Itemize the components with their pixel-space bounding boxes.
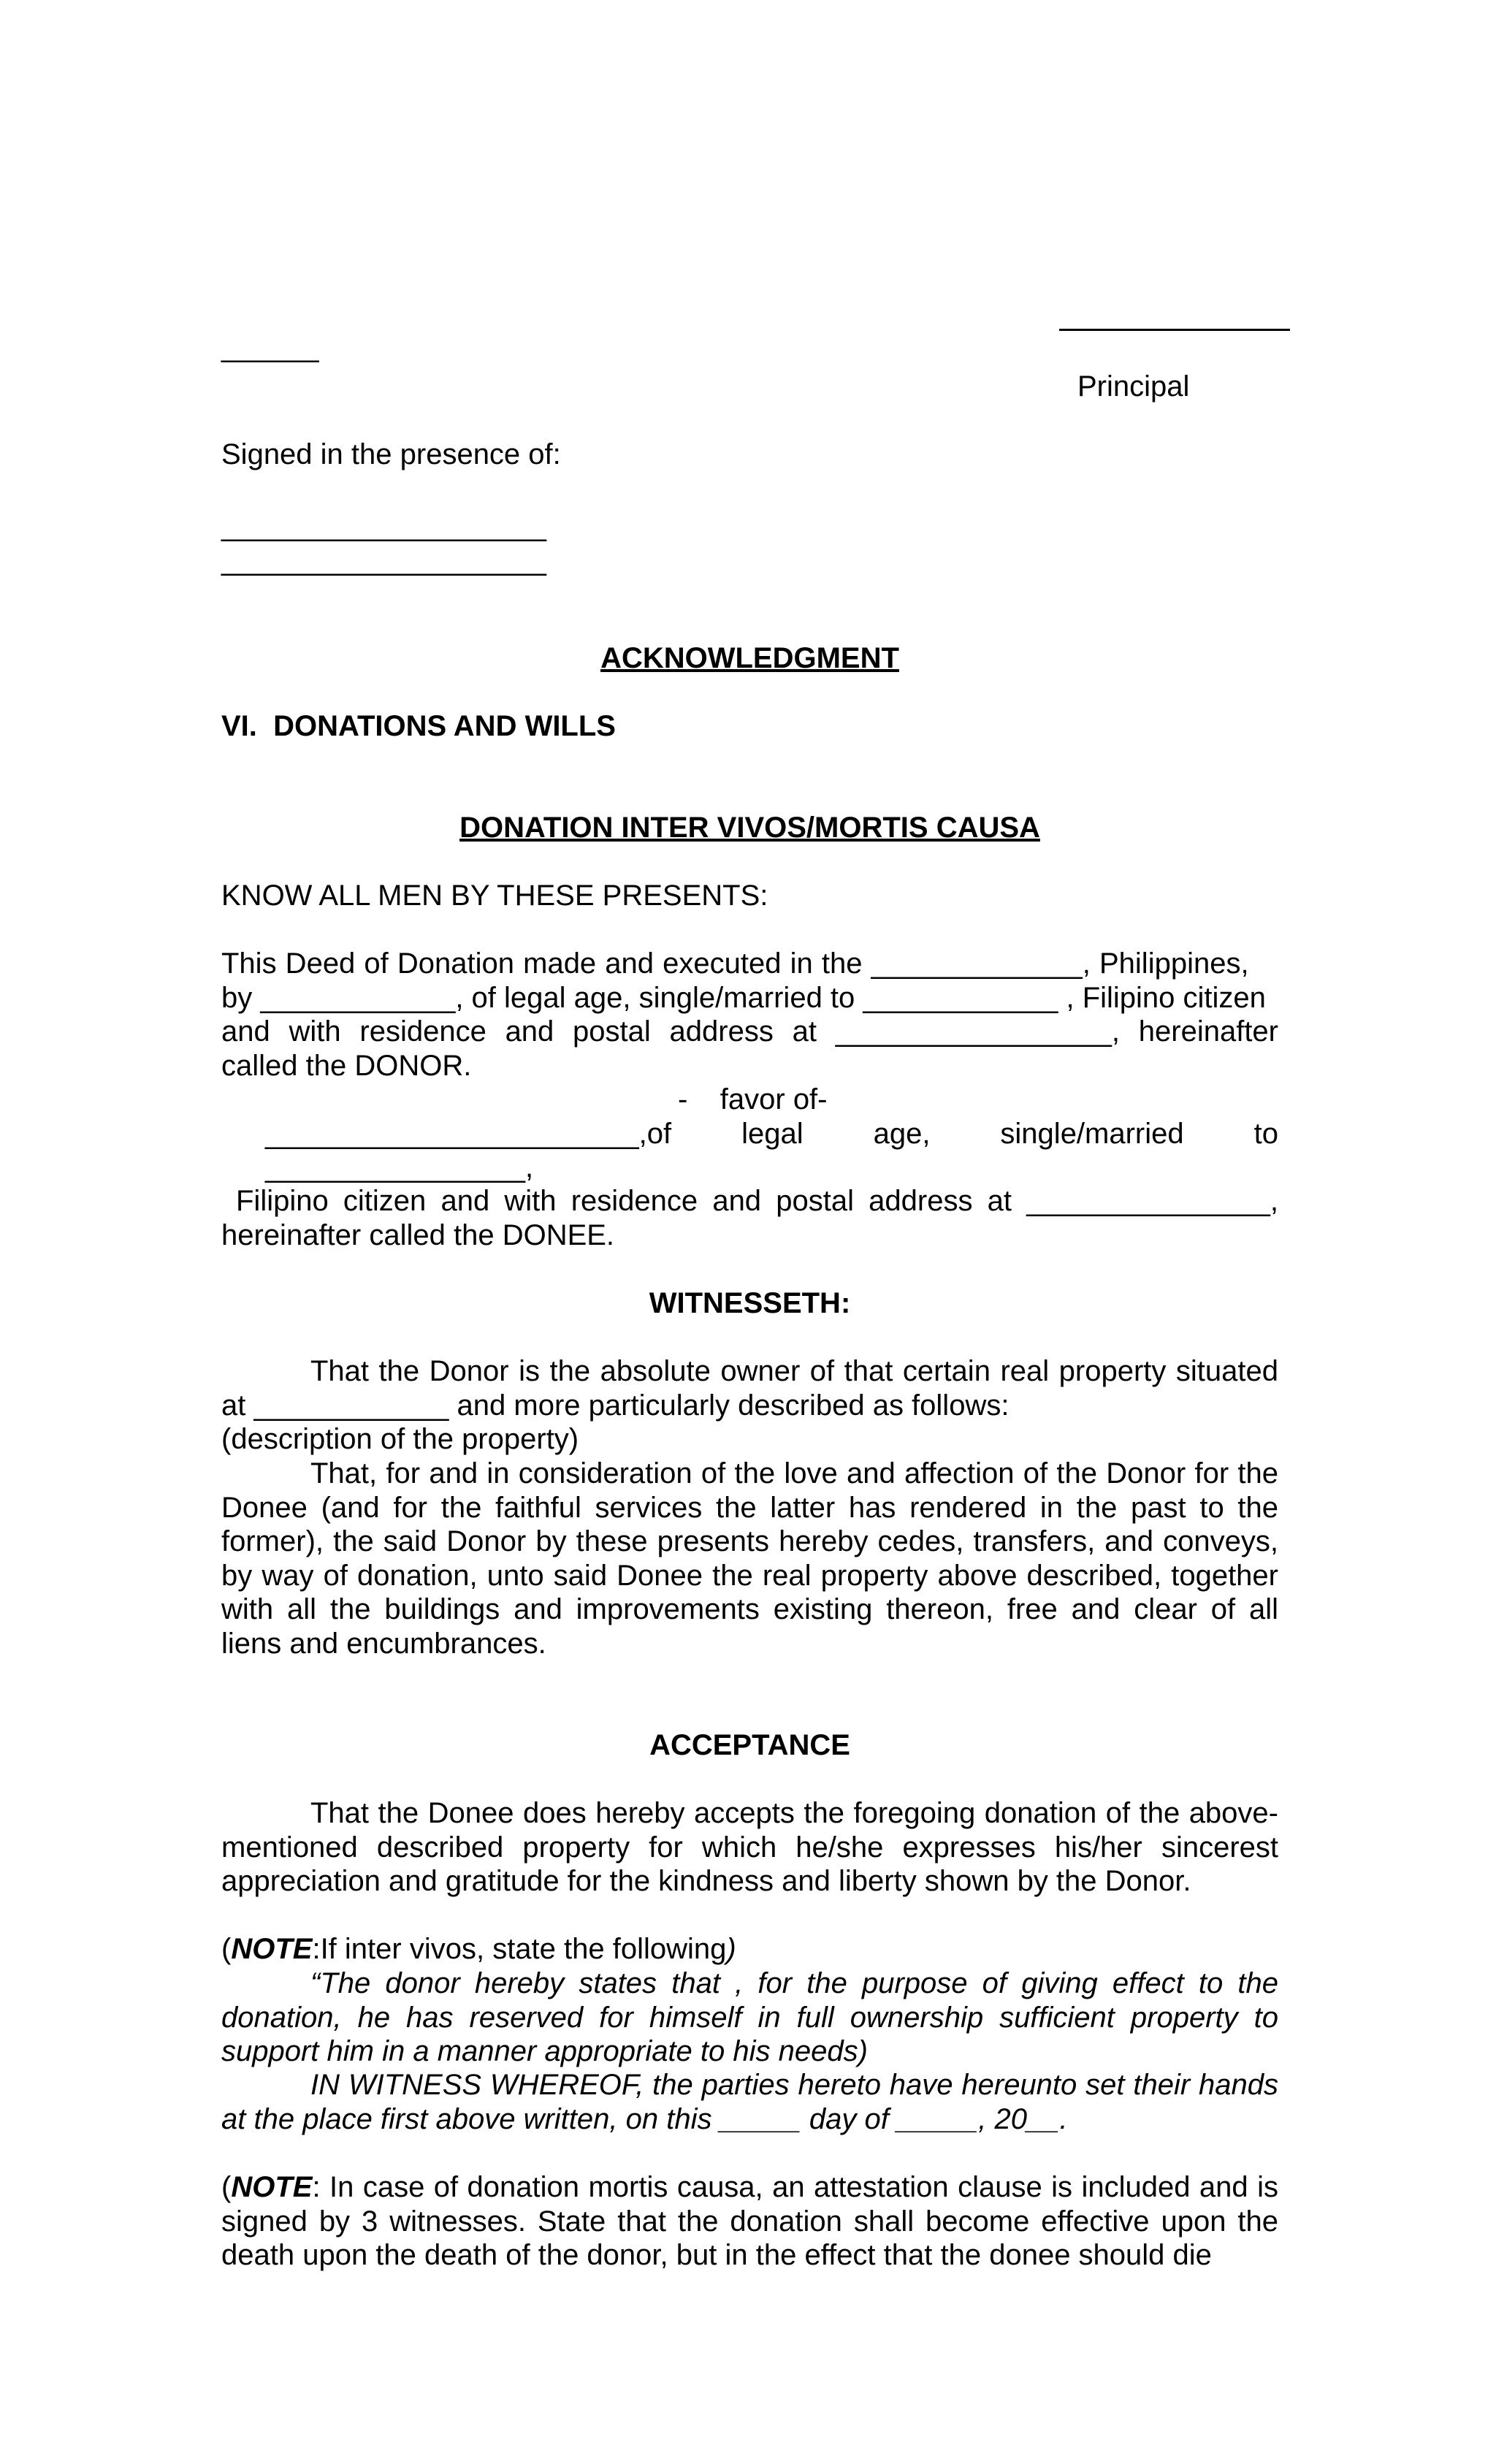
donor-paragraph (221, 947, 1278, 1083)
donor-statement-quote: “The donor hereby states that , for the purpose of giving effect to the donation, he has reserved for himself in full ownership sufficient property to support him in a manner appropriate to his needs) (221, 1967, 1278, 2067)
donor-line-4: called the DONOR. (221, 1049, 472, 1082)
principal-label: Principal (1077, 370, 1190, 403)
donee-word-to: to (1253, 1118, 1278, 1150)
donee-line-3-text: Filipino citizen and with residence and postal address at _______________, (236, 1185, 1278, 1217)
witnesseth-heading: WITNESSETH: (649, 1287, 851, 1319)
note-1-close-paren: ) (726, 1933, 736, 1965)
signed-presence-text: Signed in the presence of: (221, 438, 561, 470)
donor-line-1 (221, 947, 1278, 981)
note-1-label: NOTE (231, 1933, 313, 1965)
note-2-open-paren: ( (221, 2171, 232, 2203)
donee-word-legal: legal (741, 1118, 804, 1150)
donee-line-4: hereinafter called the DONEE. (221, 1219, 615, 1251)
donor-line-1-text: This Deed of Donation made and executed in the _____________, Philippines, (221, 947, 1249, 980)
donee-blank: _______________________,of (265, 1118, 672, 1150)
note-2-text: : In case of donation mortis causa, an attestation clause is included and is signed by 3 witnesses. State that the donation shall become effective upon the death upon the death of the donor, but in the effect that the donee should die (221, 2171, 1278, 2271)
note-2 (221, 2170, 1278, 2273)
acceptance-para: That the Donee does hereby accepts the foregoing donation of the above-mentioned described property for which he/she expresses his/her sincerest appreciation and gratitude for the kindness and liberty shown by the Donor. (221, 1797, 1278, 1897)
know-all-text: KNOW ALL MEN BY THESE PRESENTS: (221, 880, 768, 912)
donee-word-age: age, (873, 1118, 931, 1150)
property-description: (description of the property) (221, 1423, 579, 1455)
note-1-open-paren: ( (221, 1933, 232, 1965)
note-1 (221, 1932, 1278, 1967)
donor-line-2 (221, 981, 1278, 1015)
donor-line-2-text: by ____________, of legal age, single/married to ____________ , Filipino citizen (221, 981, 1266, 1014)
favor-of-text: - favor of- (678, 1083, 828, 1115)
note-2-label: NOTE (231, 2171, 313, 2203)
witness-line-2: ____________________ (221, 544, 546, 576)
deed-title: DONATION INTER VIVOS/MORTIS CAUSA (459, 812, 1040, 844)
short-signature-line: ______ (221, 331, 319, 363)
note-1-text: :If inter vivos, state the following (312, 1933, 727, 1965)
donee-line-1 (265, 1117, 1278, 1151)
acceptance-heading: ACCEPTANCE (649, 1729, 850, 1761)
witnesseth-para-2: That, for and in consideration of the love and affection of the Donor for the Donee (and for the faithful services the latter has rendered in the past to the former), the said Donor by these presents hereby cedes, transfers, and conveys, by way of donation, unto said Donee the real property above described, together with all the buildings and improvements existing thereon, free and clear of all liens and encumbrances. (221, 1457, 1278, 1660)
donee-line-3 (236, 1184, 1278, 1218)
principal-signature-line (1059, 329, 1290, 331)
donor-line-3 (221, 1015, 1278, 1049)
in-witness-whereof: IN WITNESS WHEREOF, the parties hereto have hereunto set their hands at the place first above written, on this _____ day of _____, 20__. (221, 2069, 1278, 2135)
section-heading: VI. DONATIONS AND WILLS (221, 710, 616, 742)
donee-blank-2: ________________, (265, 1151, 534, 1183)
donor-line-3-text: and with residence and postal address at _________________, hereinafter (221, 1015, 1278, 1048)
witnesseth-para-1: That the Donor is the absolute owner of that certain real property situated at ____________ and more particularly described as follows: (221, 1355, 1278, 1422)
donee-word-single-married: single/married (1000, 1118, 1184, 1150)
witness-line-1: ____________________ (221, 510, 546, 542)
acknowledgment-heading: ACKNOWLEDGMENT (600, 642, 899, 674)
